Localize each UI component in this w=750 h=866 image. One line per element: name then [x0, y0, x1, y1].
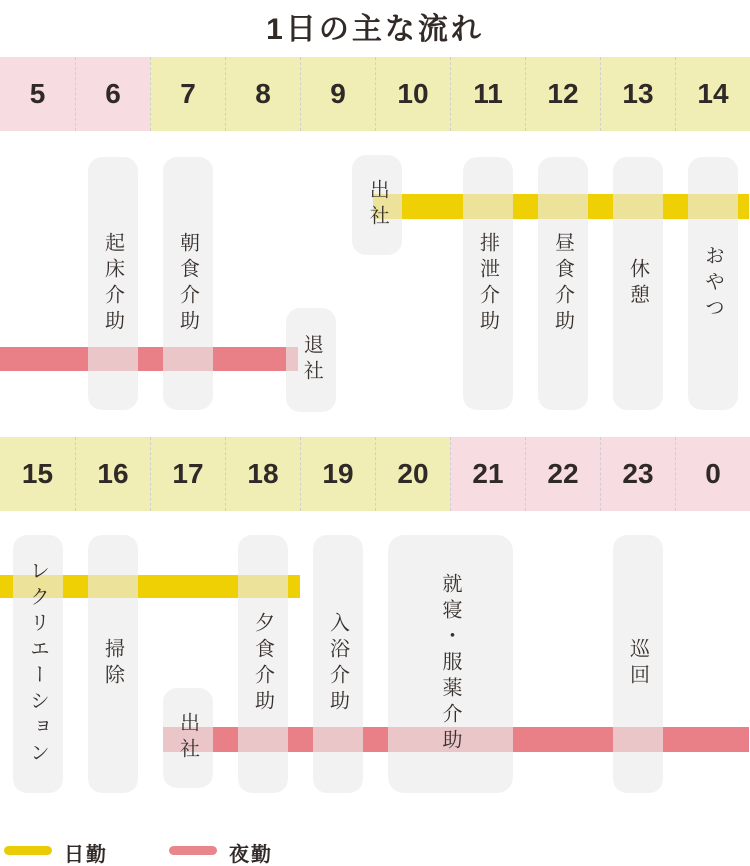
- activity-box: [352, 155, 402, 255]
- activity-label: 出社: [366, 179, 389, 231]
- hour-cell: [150, 57, 225, 131]
- hour-label: 6: [105, 78, 121, 109]
- activity-label: 掃除: [101, 638, 124, 690]
- activity-label: 就寝・服薬介助: [439, 573, 461, 755]
- hour-cell: [525, 437, 600, 511]
- hour-header-row: [0, 57, 750, 131]
- activity-box: [613, 535, 663, 793]
- legend-swatch-night: [169, 846, 217, 855]
- hour-label: 8: [255, 78, 271, 109]
- activity-label: 入浴介助: [326, 612, 349, 716]
- legend-label-night: 夜勤: [229, 844, 273, 866]
- activity-box: [13, 535, 63, 793]
- activity-label: 退社: [300, 334, 323, 386]
- activity-box: [163, 157, 213, 410]
- hour-cell: [375, 437, 450, 511]
- activity-box: [286, 308, 336, 412]
- hour-header-row: [0, 437, 750, 511]
- activity-label: 休憩: [626, 257, 649, 310]
- hour-cell: [300, 57, 375, 131]
- hour-cell: [525, 57, 600, 131]
- activity-label: 昼食介助: [551, 231, 574, 336]
- hour-label: 12: [547, 78, 579, 109]
- activity-label: 排泄介助: [476, 231, 499, 336]
- hour-cell: [300, 437, 375, 511]
- hour-label: 7: [180, 78, 196, 109]
- activity-label: 朝食介助: [176, 231, 199, 336]
- hour-cell: [225, 57, 300, 131]
- activity-label: レクリエーション: [26, 560, 49, 768]
- hour-cell: [75, 437, 150, 511]
- activity-label: おやつ: [701, 244, 724, 323]
- activity-label: 出社: [176, 712, 199, 764]
- activity-box: [613, 157, 663, 410]
- activity-label: 巡回: [626, 638, 649, 690]
- hour-cell: [0, 437, 75, 511]
- hour-cell: [675, 57, 750, 131]
- hour-cell: [75, 57, 150, 131]
- activity-box: [538, 157, 588, 410]
- activity-box: [238, 535, 288, 793]
- hour-label: 5: [29, 78, 46, 109]
- hour-label: 10: [397, 78, 429, 109]
- hour-label: 15: [21, 458, 54, 489]
- hour-label: 18: [247, 458, 279, 489]
- hour-label: 20: [397, 458, 429, 489]
- hour-cell: [600, 57, 675, 131]
- activity-box: [388, 535, 513, 793]
- hour-label: 9: [330, 78, 346, 109]
- page-title: 1日の主な流れ: [266, 13, 484, 46]
- hour-label: 22: [547, 458, 579, 489]
- activity-box: [463, 157, 513, 410]
- activity-box: [163, 688, 213, 788]
- hour-cell: [150, 437, 225, 511]
- activity-box: [88, 157, 138, 410]
- activity-label: 夕食介助: [251, 612, 274, 716]
- activity-box: [88, 535, 138, 793]
- night-shift-bar: [0, 347, 298, 371]
- hour-label: 21: [472, 458, 504, 489]
- activity-box: [688, 157, 738, 410]
- hour-label: 0: [705, 458, 721, 489]
- hour-label: 16: [97, 458, 129, 489]
- hour-cell: [450, 437, 525, 511]
- hour-cell: [0, 57, 75, 131]
- legend-swatch-day: [4, 846, 52, 855]
- legend-label-day: 日勤: [64, 844, 108, 866]
- activity-box: [313, 535, 363, 793]
- hour-label: 19: [322, 458, 354, 489]
- hour-cell: [450, 57, 525, 131]
- activity-label: 起床介助: [101, 231, 124, 336]
- hour-label: 23: [622, 458, 654, 489]
- hour-cell: [225, 437, 300, 511]
- hour-cell: [600, 437, 675, 511]
- hour-label: 11: [473, 78, 503, 109]
- hour-cell: [375, 57, 450, 131]
- hour-label: 17: [172, 458, 204, 489]
- hour-label: 13: [622, 78, 654, 109]
- hour-label: 14: [697, 78, 729, 109]
- hour-cell: [675, 437, 750, 511]
